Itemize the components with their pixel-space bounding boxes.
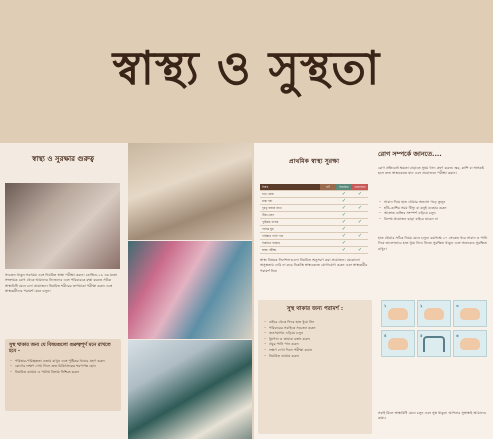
check-icon — [320, 219, 336, 226]
check-icon — [320, 205, 336, 212]
care-checklist-table — [260, 184, 368, 254]
step-number: ৪ — [384, 333, 387, 338]
section-heading: প্রাথমিক স্বাস্থ্য সুরক্ষা — [288, 158, 339, 165]
table-row-label: টিকা গ্রহণ — [260, 212, 320, 219]
table-row — [260, 219, 368, 226]
hand-icon — [388, 338, 408, 350]
hand-icon — [388, 308, 408, 320]
handwash-step-diagram — [381, 300, 415, 327]
step-number: ২ — [420, 303, 423, 308]
check-icon: ✓ — [336, 212, 352, 219]
handwash-step-diagram — [453, 330, 487, 357]
hand-icon — [460, 308, 480, 320]
table-header-cell: বিষয় — [260, 184, 320, 191]
step-number: ১ — [384, 303, 387, 308]
handwash-step-diagram — [381, 330, 415, 357]
check-icon: ✓ — [336, 191, 352, 198]
check-icon — [352, 212, 368, 219]
section-heading: রোগ সম্পর্কে জানতে.... — [378, 150, 442, 158]
table-row — [260, 191, 368, 198]
handwash-paragraph: হাত ধোয়ার সঠিক নিয়ম মেনে চলুন। কমপক্ষে ২০ সেকেন্ড ধরে সাবান ও পানি দিয়ে ভালোভাবে হাত ধুয়ে নিন। নিজে সুরক্ষিত থাকুন এবং অন্যকেও সুরক্ষিত রাখুন। — [378, 236, 488, 251]
section-body: রোগ প্রতিরোধ ক্ষমতা বাড়াতে সুষম খাদ্য গ্রহণ করুন। জ্বর, কাশি বা শ্বাসকষ্ট হলে দ্রুত স্বাস্থ্যকেন্দ্রে যান এবং প্রয়োজনে পরীক্ষা করান। — [378, 166, 484, 176]
check-icon: ✓ — [352, 205, 368, 212]
check-icon — [320, 212, 336, 219]
table-row-label: স্বাস্থ্য পরীক্ষা — [260, 247, 320, 254]
check-icon: ✓ — [336, 247, 352, 254]
photo-health-checkup — [128, 340, 252, 439]
list-item: • নিয়মিত ব্যায়াম ও পর্যাপ্ত বিশ্রাম নিশ্চিত করুন — [9, 370, 117, 376]
check-icon — [320, 198, 336, 205]
step-number: ৬ — [456, 333, 459, 338]
table-row — [260, 247, 368, 254]
check-icon: ✓ — [352, 219, 368, 226]
check-icon: ✓ — [336, 240, 352, 247]
table-header-cell: হ্যাঁ — [320, 184, 336, 191]
hand-icon — [424, 308, 444, 320]
table-row-label: হাত ধোয়া — [260, 191, 320, 198]
handwash-step-diagram — [417, 330, 451, 357]
check-icon: ✓ — [352, 191, 368, 198]
list-item: • পরিষ্কার-পরিচ্ছন্নতা বজায় রাখুন এবং পুষ্টিকর খাবার গ্রহণ করুন — [9, 359, 117, 365]
hand-icon — [460, 338, 480, 350]
table-row-label: পরিষ্কার পানি পান — [260, 233, 320, 240]
footer-text: সবাই মিলে স্বাস্থ্যবিধি মেনে চলুন এবং সুস্থ থাকুন। আপনার সুস্বাস্থ্যই আমাদের কাম্য। — [378, 411, 486, 421]
check-icon: ✓ — [352, 247, 368, 254]
title-banner — [0, 0, 493, 143]
list-item: • বিশেষ প্রয়োজন ছাড়া বাইরে যাবেন না — [378, 217, 488, 223]
table-row-label: পুষ্টিকর খাবার — [260, 219, 320, 226]
table-row — [260, 212, 368, 219]
check-icon — [320, 191, 336, 198]
faucet-icon — [423, 336, 445, 352]
table-header-cell: নিয়মিত — [336, 184, 352, 191]
advice-box — [258, 300, 372, 434]
list-item: • পরিবারের সবাইকে সচেতন করুন — [263, 326, 367, 332]
section-body: সচেতন থাকুন সবসময় এবং নিয়মিত স্বাস্থ্য পরীক্ষা করুন। কোভিড-১৯ এর মতো সংক্রামক রোগ থেকে আমাদের নিজেদের এবং পরিবারকে রক্ষা করতে সঠিক স্বাস্থ্যবিধি মেনে চলা প্রয়োজন। নিয়মিত শরীরের তাপমাত্রা পরীক্ষা করুন এবং স্বাস্থ্যকর্মীদের পরামর্শ মেনে চলুন। — [5, 273, 118, 294]
section-heading: স্বাস্থ্য ও সুরক্ষার গুরুত্ব — [31, 155, 94, 163]
check-icon: ✓ — [336, 219, 352, 226]
tips-heading: সুস্থ থাকার জন্য যে বিষয়গুলো গুরুত্বপূর্ণ মনে রাখতে হবে – — [9, 343, 111, 355]
table-row — [260, 226, 368, 233]
care-paragraph: স্বাস্থ্য বিষয়ক নির্দেশনাগুলো নিয়মিত অনুসরণ করা প্রয়োজন। যেকোনো অসুস্থতায় দেরি না করে নিকটস্থ স্বাস্থ্যকেন্দ্রে যোগাযোগ করুন এবং স্বাস্থ্যকর্মীর পরামর্শ নিন। — [260, 258, 368, 273]
photo-temperature-check — [5, 183, 120, 269]
list-item: • রোগের লক্ষণ দেখা দিলে দ্রুত চিকিৎসকের শরণাপন্ন হোন — [9, 364, 117, 370]
check-icon: ✓ — [352, 233, 368, 240]
check-icon: ✓ — [336, 226, 352, 233]
table-header-cell: প্রয়োজন — [352, 184, 368, 191]
tips-list — [9, 359, 117, 376]
photo-health-camp — [128, 241, 252, 339]
column-importance — [0, 143, 126, 439]
handwash-step-diagram — [453, 300, 487, 327]
check-icon: ✓ — [336, 205, 352, 212]
list-item: • হাঁচি-কাশির সময় টিস্যু বা কনুই ব্যবহার করুন — [378, 206, 488, 212]
table-row — [260, 198, 368, 205]
photo-handwashing — [128, 143, 252, 240]
prevention-list — [378, 200, 488, 222]
list-item: • ধূমপান ও তামাক বর্জন করুন — [263, 337, 367, 343]
advice-list — [263, 320, 367, 359]
table-row — [260, 240, 368, 247]
check-icon — [320, 233, 336, 240]
list-item: • লক্ষণ দেখা দিলে পরীক্ষা করান — [263, 348, 367, 354]
table-row-label: পর্যাপ্ত ঘুম — [260, 226, 320, 233]
check-icon: ✓ — [336, 198, 352, 205]
table-row-label: দূরত্ব বজায় রাখা — [260, 205, 320, 212]
check-icon — [352, 198, 368, 205]
table-row — [260, 205, 368, 212]
list-item: • নিয়মিত ব্যায়াম করুন — [263, 354, 367, 360]
advice-heading: সুস্থ থাকার জন্য পরামর্শ : — [286, 306, 344, 312]
check-icon — [352, 226, 368, 233]
check-icon — [320, 226, 336, 233]
check-icon: ✓ — [336, 233, 352, 240]
list-item: • প্রচুর পানি পান করুন — [263, 342, 367, 348]
list-item: • সাবান দিয়ে হাত ধোয়ার অভ্যাস গড়ে তুলুন — [378, 200, 488, 206]
list-item: • জনসমাগম এড়িয়ে চলুন — [263, 331, 367, 337]
step-number: ৩ — [456, 303, 459, 308]
table-row — [260, 233, 368, 240]
table-row-label: নিয়মিত ব্যায়াম — [260, 240, 320, 247]
page-title: স্বাস্থ্য ও সুস্থতা — [112, 40, 381, 95]
check-icon — [320, 240, 336, 247]
handwash-step-diagram — [417, 300, 451, 327]
table-row-label: মাস্ক পরা — [260, 198, 320, 205]
check-icon — [352, 240, 368, 247]
list-item: • বাইরে থেকে ফিরে হাত ধুয়ে নিন — [263, 320, 367, 326]
tips-box — [5, 339, 121, 411]
step-number: ৫ — [420, 333, 423, 338]
list-item: • আক্রান্ত ব্যক্তির সংস্পর্শ এড়িয়ে চলুন — [378, 211, 488, 217]
check-icon — [320, 247, 336, 254]
